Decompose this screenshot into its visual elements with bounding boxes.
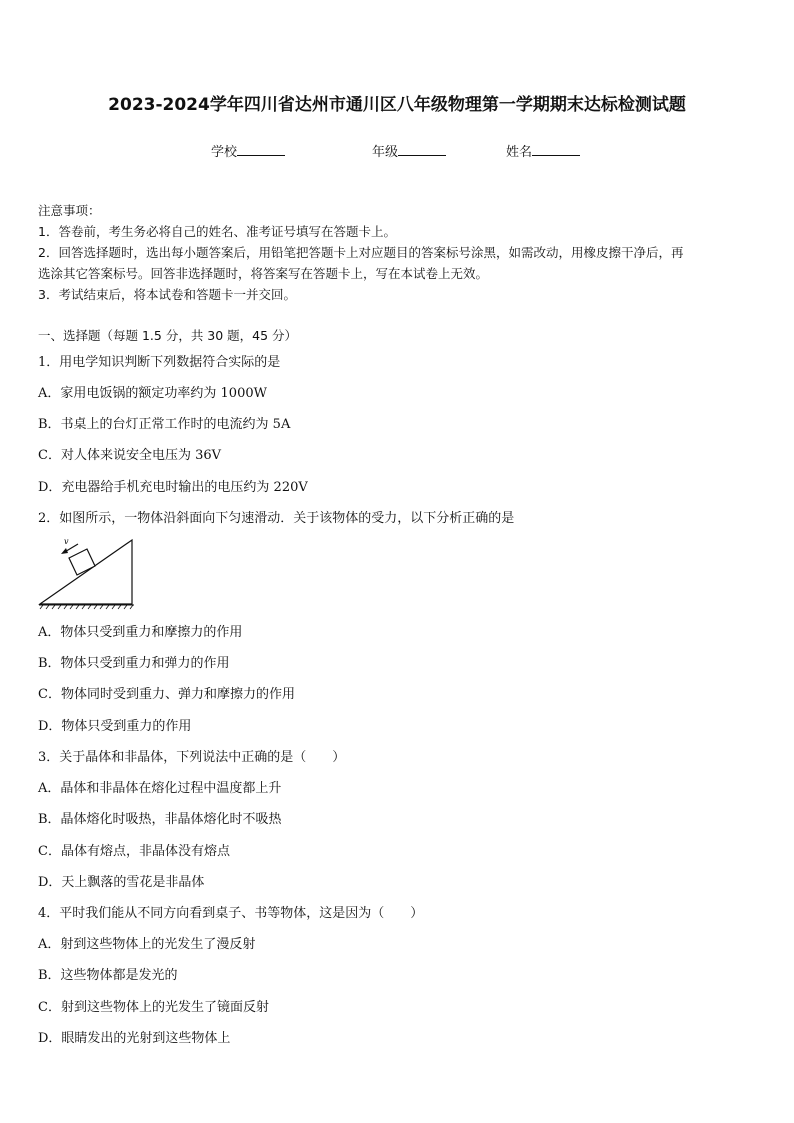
question-stem: 4．平时我们能从不同方向看到桌子、书等物体，这是因为（ ） (38, 906, 424, 921)
question-stem: 3．关于晶体和非晶体，下列说法中正确的是（ ） (38, 750, 346, 765)
section-heading: 一、选择题（每题 1.5 分，共 30 题，45 分） (38, 328, 298, 343)
option: D．充电器给手机充电时输出的电压约为 220V (38, 480, 308, 495)
grade-field (372, 141, 446, 160)
option: B．晶体熔化时吸热，非晶体熔化时不吸热 (38, 812, 282, 827)
option: A．射到这些物体上的光发生了漫反射 (38, 937, 256, 952)
question-stem: 1．用电学知识判断下列数据符合实际的是 (38, 355, 281, 370)
question-stem: 2．如图所示，一物体沿斜面向下匀速滑动．关于该物体的受力，以下分析正确的是 (38, 511, 515, 526)
option: B．书桌上的台灯正常工作时的电流约为 5A (38, 417, 291, 432)
note-item: 1．答卷前，考生务必将自己的姓名、准考证号填写在答题卡上。 (38, 224, 396, 239)
option: B．这些物体都是发光的 (38, 968, 178, 983)
option: A．家用电饭锅的额定功率约为 1000W (38, 386, 267, 401)
grade-label: 年级 (372, 145, 399, 160)
option: C．对人体来说安全电压为 36V (38, 448, 222, 463)
option: D．天上飘落的雪花是非晶体 (38, 875, 205, 890)
velocity-label: v (64, 537, 69, 546)
school-field (211, 141, 285, 160)
option: C．物体同时受到重力、弹力和摩擦力的作用 (38, 687, 295, 702)
option: A．晶体和非晶体在熔化过程中温度都上升 (38, 781, 282, 796)
page-title: 2023-2024学年四川省达州市通川区八年级物理第一学期期末达标检测试题 (108, 95, 686, 115)
note-item: 3．考试结束后，将本试卷和答题卡一并交回。 (38, 287, 296, 302)
school-blank (237, 143, 285, 156)
name-label: 姓名 (506, 145, 533, 160)
notes-heading: 注意事项： (38, 203, 101, 218)
name-field (506, 141, 580, 160)
note-item: 2．回答选择题时，选出每小题答案后，用铅笔把答题卡上对应题目的答案标号涂黑，如需改动，用橡皮擦干净后，再 (38, 245, 684, 260)
name-blank (532, 143, 580, 156)
incline-figure (36, 536, 136, 612)
option: D．眼睛发出的光射到这些物体上 (38, 1031, 231, 1046)
option: D．物体只受到重力的作用 (38, 719, 192, 734)
school-label: 学校 (211, 145, 238, 160)
grade-blank (398, 143, 446, 156)
option: B．物体只受到重力和弹力的作用 (38, 656, 230, 671)
note-item: 选涂其它答案标号。回答非选择题时，将答案写在答题卡上，写在本试卷上无效。 (38, 266, 489, 281)
option: A．物体只受到重力和摩擦力的作用 (38, 625, 243, 640)
option: C．射到这些物体上的光发生了镜面反射 (38, 1000, 269, 1015)
option: C．晶体有熔点，非晶体没有熔点 (38, 844, 230, 859)
